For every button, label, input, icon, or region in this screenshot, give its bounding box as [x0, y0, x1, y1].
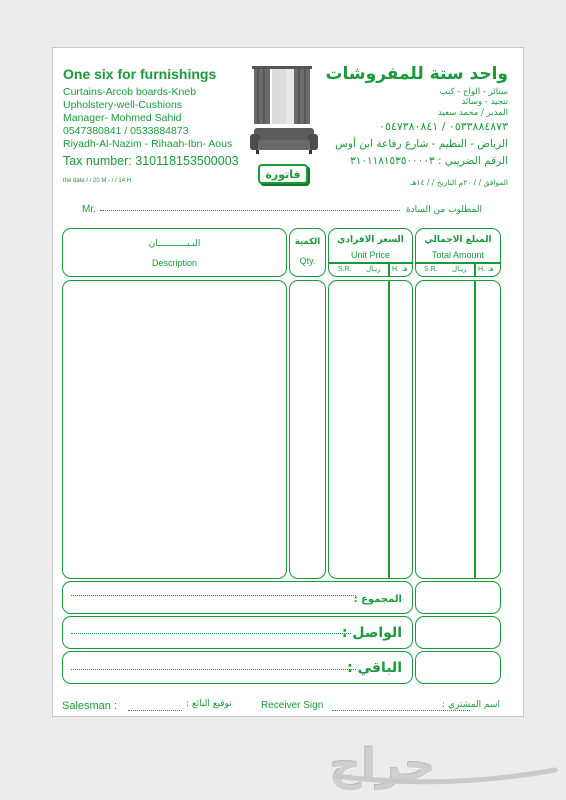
- services-line-1-en: Curtains-Arcob boards-Kneb: [63, 86, 197, 98]
- tax-number-en: Tax number: 310118153500003: [63, 154, 239, 168]
- total-amount-header-ar: المبلغ الاجمالي: [424, 235, 492, 245]
- unit-sr-label: S.R.: [338, 266, 352, 273]
- qty-header-en: Qty.: [299, 256, 316, 266]
- remaining-row: [62, 651, 413, 684]
- phones-en: 0547380841 / 0533884873: [63, 125, 189, 137]
- qty-header-ar: الكمية: [294, 237, 321, 247]
- total-sr-label: S.R.: [424, 266, 438, 273]
- total-amount-header-en: Total Amount: [431, 250, 485, 260]
- tax-number-ar: الرقم الضريبي : ٣١٠١١٨١٥٣٥٠٠٠٠٣: [350, 155, 508, 167]
- salesman-label: Salesman :: [62, 700, 118, 712]
- unit-halala-label: هـ: [402, 265, 408, 273]
- swoosh-icon: [330, 756, 560, 786]
- sum-text-field[interactable]: [71, 595, 356, 596]
- receiver-sign-label: Receiver Sign: [261, 700, 324, 711]
- unit-price-header-ar: السعر الافرادي: [337, 235, 404, 245]
- manager-en: Manager- Mohmed Sahid: [63, 112, 182, 124]
- qty-column[interactable]: [289, 280, 326, 579]
- seller-sign-label: توقيع البائع :: [186, 699, 232, 709]
- unit-price-header-en: Unit Price: [350, 250, 390, 260]
- remaining-amount-box[interactable]: [415, 651, 501, 684]
- curtain-image: [252, 64, 312, 126]
- received-text-field[interactable]: [71, 633, 351, 634]
- description-column[interactable]: [62, 280, 287, 579]
- buyer-name-label: اسم المشتري :: [442, 700, 500, 710]
- received-amount-box[interactable]: [415, 616, 501, 649]
- unit-riyal-label: ريـال: [366, 265, 381, 273]
- services-line-2-ar: تنجيد - وسائد: [461, 97, 508, 107]
- address-en: Riyadh-Al-Nazim - Rihaah-Ibn- Aous: [63, 138, 233, 150]
- invoice-badge: فاتورة: [258, 164, 308, 184]
- unit-h-label: H.: [392, 266, 399, 273]
- address-ar: الرياض - النظيم - شارع رفاعة ابن أوس: [335, 138, 508, 150]
- recipient-label-ar: المطلوب من السادة: [405, 205, 482, 215]
- phones-ar: ٠٥٣٣٨٨٤٨٧٣ / ٠٥٤٧٣٨٠٨٤١: [379, 120, 508, 133]
- total-subheader-divider: [415, 262, 501, 264]
- recipient-field[interactable]: [100, 210, 400, 211]
- unit-subheader-divider: [328, 262, 413, 264]
- manager-ar: المدير / محمد سعيد: [437, 108, 508, 118]
- total-halala-divider: [474, 262, 476, 277]
- total-halala-label: هـ: [488, 265, 494, 273]
- description-header-en: Description: [151, 258, 198, 268]
- services-line-1-ar: ستائر - الواح - كنب: [439, 87, 508, 97]
- sum-amount-box[interactable]: [415, 581, 501, 614]
- total-amount-column[interactable]: [415, 280, 501, 579]
- qty-header: [289, 228, 326, 277]
- unit-halala-divider: [388, 262, 390, 277]
- date-line-en: the date / / 20 M - / / 14 H: [63, 178, 132, 184]
- description-header-ar: البـيـــــــــــان: [148, 239, 201, 249]
- description-header: [62, 228, 287, 277]
- received-label: الواصل :: [341, 625, 402, 641]
- remaining-label: الباقي :: [347, 660, 402, 676]
- remaining-text-field[interactable]: [71, 669, 356, 670]
- sum-row: [62, 581, 413, 614]
- total-h-label: H.: [478, 266, 485, 273]
- sofa-image: [250, 124, 318, 156]
- recipient-label-en: Mr.: [82, 204, 96, 215]
- company-name-en: One six for furnishings: [63, 66, 217, 82]
- unit-price-halala-line: [388, 280, 390, 579]
- total-halala-line: [474, 280, 476, 579]
- company-name-ar: واحد ستة للمفروشات: [325, 64, 508, 84]
- receiver-sign-field[interactable]: [332, 710, 470, 711]
- services-line-2-en: Upholstery-well-Cushions: [63, 99, 183, 111]
- watermark-logo: حراج: [330, 740, 436, 791]
- total-riyal-label: ريـال: [452, 265, 467, 273]
- sum-label: المجموع :: [353, 594, 402, 605]
- unit-price-column[interactable]: [328, 280, 413, 579]
- date-line-ar: الموافق / / ٢٠م التاريخ / / ١٤هـ: [410, 178, 508, 187]
- received-row: [62, 616, 413, 649]
- salesman-field[interactable]: [128, 710, 182, 711]
